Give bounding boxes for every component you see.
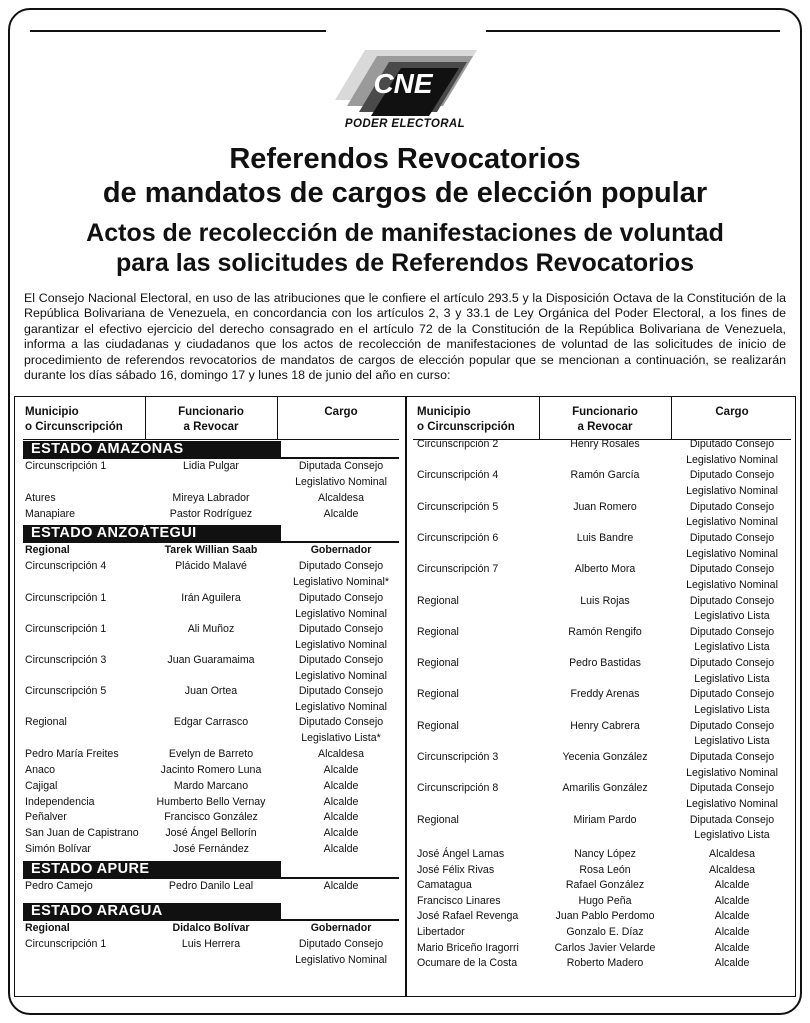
row-cargo-line2: Legislativo Lista [694, 829, 770, 842]
row-cargo: Diputado Consejo [689, 719, 775, 732]
row-funcionario: Alberto Mora [574, 563, 636, 576]
top-rule-right [486, 30, 780, 32]
row-cargo: Alcaldesa [709, 863, 755, 876]
main-title-line-2: de mandatos de cargos de elección popular [102, 177, 708, 209]
table-right-column [409, 397, 795, 996]
row-cargo-line2: Legislativo Lista [694, 672, 770, 685]
row-cargo: Diputado Consejo [689, 469, 775, 482]
row-cargo-line2: Legislativo Nominal [295, 953, 387, 966]
row-municipio: Manapiare [25, 508, 76, 520]
row-cargo: Diputado Consejo [689, 625, 775, 638]
row-cargo-line2: Legislativo Nominal [686, 453, 778, 466]
row-municipio: Pedro María Freites [25, 748, 119, 760]
row-municipio: Pedro Camejo [25, 880, 93, 892]
sub-title [0, 218, 810, 278]
row-municipio: Regional [417, 594, 459, 607]
row-cargo-line2: Legislativo Lista* [301, 731, 381, 744]
row-cargo: Gobernador [310, 544, 372, 556]
row-funcionario: Luis Rojas [580, 594, 630, 607]
row-municipio: Peñalver [25, 811, 67, 823]
row-municipio: Circunscripción 5 [417, 500, 499, 513]
row-cargo: Diputado Consejo [689, 688, 775, 701]
row-cargo: Diputado Consejo [298, 560, 384, 572]
sub-title-line-1: Actos de recolección de manifestaciones de voluntad [86, 219, 724, 247]
row-municipio: Circunscripción 4 [25, 560, 107, 572]
row-cargo: Diputada Consejo [689, 751, 775, 763]
row-funcionario: Pedro Bastidas [569, 657, 641, 670]
row-cargo: Alcalde [714, 941, 750, 954]
row-cargo-line2: Legislativo Lista [694, 735, 770, 748]
row-funcionario: Miriam Pardo [573, 813, 637, 826]
row-funcionario: Rosa León [579, 863, 631, 876]
row-cargo: Alcalde [323, 508, 359, 520]
row-cargo-line2: Legislativo Lista [694, 610, 770, 623]
row-cargo: Alcalde [714, 894, 750, 907]
row-cargo: Diputado Consejo [689, 500, 775, 513]
row-cargo: Alcaldesa [709, 848, 755, 860]
row-municipio: Circunscripción 1 [25, 592, 107, 604]
row-municipio: Circunscripción 1 [25, 938, 107, 950]
referendum-table [14, 396, 796, 997]
row-municipio: Circunscripción 1 [25, 460, 107, 472]
row-municipio: Regional [417, 719, 459, 732]
row-municipio: San Juan de Capistrano [25, 827, 139, 839]
row-cargo: Alcalde [714, 879, 750, 892]
row-cargo: Diputado Consejo [689, 563, 775, 576]
row-cargo: Diputado Consejo [298, 716, 384, 728]
row-cargo: Diputado Consejo [689, 438, 775, 450]
row-municipio: Independencia [25, 796, 95, 808]
row-municipio: Circunscripción 5 [25, 685, 107, 697]
row-municipio: Circunscripción 3 [25, 654, 107, 666]
row-funcionario: Pastor Rodríguez [169, 508, 253, 520]
sub-title-line-2: para las solicitudes de Referendos Revocatorios [116, 249, 694, 277]
row-cargo: Alcalde [323, 796, 359, 808]
row-funcionario: Pedro Danilo Leal [168, 880, 254, 892]
state-heading-amazonas: ESTADO AMAZONAS [23, 441, 281, 458]
row-funcionario: Jacinto Romero Luna [160, 764, 262, 776]
row-municipio: Circunscripción 4 [417, 469, 499, 482]
row-funcionario: Edgar Carrasco [173, 716, 249, 728]
top-rule-left [30, 30, 326, 32]
row-municipio: José Rafael Revenga [417, 910, 519, 923]
row-funcionario: Irán Aguilera [181, 592, 241, 604]
row-funcionario: Luis Bandre [576, 531, 634, 544]
row-cargo: Diputada Consejo [689, 813, 775, 826]
row-cargo-line2: Legislativo Nominal* [293, 575, 389, 588]
row-cargo-line2: Legislativo Nominal [686, 484, 778, 497]
row-funcionario: José Ángel Bellorín [165, 827, 257, 839]
row-cargo: Diputada Consejo [298, 460, 384, 472]
row-municipio: Regional [417, 813, 459, 826]
row-municipio: Simón Bolívar [25, 843, 91, 855]
row-municipio: Regional [25, 922, 70, 934]
row-funcionario: Mireya Labrador [172, 492, 250, 504]
row-cargo-line2: Legislativo Lista [694, 704, 770, 716]
row-cargo: Alcalde [714, 926, 750, 938]
row-cargo: Diputado Consejo [298, 592, 384, 604]
row-municipio: Circunscripción 1 [25, 623, 107, 635]
row-cargo: Diputado Consejo [689, 657, 775, 670]
row-cargo-line2: Legislativo Nominal [295, 638, 387, 651]
cne-logo-icon [325, 30, 485, 118]
row-cargo: Diputado Consejo [689, 594, 775, 607]
row-cargo: Diputado Consejo [298, 938, 384, 950]
row-cargo: Gobernador [310, 922, 372, 934]
main-title-line-1: Referendos Revocatorios [229, 143, 581, 175]
row-funcionario: Francisco González [164, 811, 258, 823]
row-cargo-line2: Legislativo Nominal [295, 669, 387, 682]
row-cargo-line2: Legislativo Nominal [295, 607, 387, 620]
row-funcionario: Tarek Willian Saab [164, 544, 258, 556]
header-cargo-right: Cargo [715, 406, 749, 418]
state-heading-aragua: ESTADO ARAGUA [23, 903, 281, 920]
cne-logo [325, 30, 485, 134]
row-cargo-line2: Legislativo Nominal [686, 547, 778, 560]
state-heading-anzoategui: ESTADO ANZOÁTEGUI [23, 525, 281, 542]
row-funcionario: Gonzalo E. Díaz [566, 926, 644, 938]
row-funcionario: Ramón Rengifo [568, 625, 642, 638]
header-funcionario: Funcionario a Revocar [178, 406, 244, 433]
row-funcionario: Nancy López [574, 848, 636, 860]
row-funcionario: Freddy Arenas [570, 688, 640, 701]
row-municipio: Atures [25, 492, 56, 504]
row-funcionario: Roberto Madero [566, 957, 644, 970]
row-funcionario: Evelyn de Barreto [168, 748, 254, 760]
header-municipio-right: Municipio o Circunscripción [417, 406, 515, 433]
row-municipio: Cajigal [25, 780, 58, 792]
logo-text: CNE [373, 68, 433, 99]
row-municipio: Regional [417, 657, 459, 670]
row-cargo: Diputada Consejo [689, 782, 775, 795]
row-funcionario: Carlos Javier Velarde [554, 941, 656, 954]
row-funcionario: Juan Romero [573, 500, 637, 513]
row-funcionario: Plácido Malavé [175, 560, 247, 572]
row-funcionario: Amarilis González [562, 782, 648, 795]
table-left-column [15, 397, 406, 996]
row-municipio: Circunscripción 8 [417, 782, 499, 795]
row-funcionario: José Fernández [173, 843, 249, 855]
row-cargo: Alcalde [714, 957, 750, 970]
row-funcionario: Hugo Peña [578, 894, 632, 907]
row-municipio: Camatagua [417, 879, 472, 892]
row-funcionario: Luis Herrera [181, 938, 241, 950]
row-municipio: Regional [417, 688, 459, 701]
row-municipio: Anaco [25, 764, 56, 776]
row-cargo-line2: Legislativo Nominal [686, 516, 778, 529]
header-municipio: Municipio o Circunscripción [25, 406, 123, 433]
row-cargo: Alcalde [323, 764, 359, 776]
row-cargo: Alcalde [323, 880, 359, 892]
row-cargo-line2: Legislativo Nominal [686, 797, 778, 810]
row-cargo: Alcalde [323, 811, 359, 823]
logo-subtitle: PODER ELECTORAL [344, 118, 466, 130]
row-municipio: Circunscripción 7 [417, 563, 499, 576]
row-municipio: Regional [25, 716, 67, 728]
intro-paragraph: El Consejo Nacional Electoral, en uso de las atribuciones que le confiere el artículo 293.5 y la Disposición Octava de la Constitución de la República Bolivariana de Venezuela, en concordancia con los artículos 2, 3 y 33.1 de Ley Orgánica del Poder Electoral, a los fines de garantizar el efectivo ejercicio del derecho consagrado en el artículo 72 de la Constitución de la República Bolivariana de Venezuela, informa a las ciudadanas y ciudadanos que los actos de recolección de manifestaciones de voluntad de las solicitudes de inicio de procedimiento de referendos revocatorios de mandatos de cargos de elección popular que se mencionan a continuación, se realizarán durante los días sábado 16, domingo 17 y lunes 18 de junio del año en curso: [24, 291, 786, 383]
row-funcionario: Rafael González [565, 879, 645, 892]
row-municipio: Regional [417, 625, 459, 638]
state-heading-apure: ESTADO APURE [23, 861, 281, 878]
row-cargo-line2: Legislativo Nominal [686, 578, 778, 591]
row-cargo-line2: Legislativo Nominal [686, 766, 778, 779]
header-cargo: Cargo [324, 406, 358, 418]
row-funcionario: Henry Rosales [570, 438, 640, 450]
header-funcionario-right: Funcionario a Revocar [572, 406, 638, 433]
row-funcionario: Humberto Bello Vernay [156, 796, 266, 808]
row-cargo-line2: Legislativo Nominal [295, 700, 387, 713]
row-municipio: Libertador [417, 926, 465, 938]
row-municipio: Mario Briceño Iragorri [417, 941, 519, 954]
row-funcionario: Didalco Bolívar [172, 922, 250, 934]
row-funcionario: Ramón García [570, 469, 640, 482]
row-cargo: Alcaldesa [318, 492, 364, 504]
row-funcionario: Yecenia González [562, 751, 648, 763]
row-cargo-line2: Legislativo Nominal [295, 475, 387, 488]
row-municipio: Ocumare de la Costa [417, 957, 518, 970]
row-cargo: Alcalde [323, 780, 359, 792]
row-funcionario: Ali Muñoz [187, 623, 235, 635]
row-municipio: Circunscripción 6 [417, 531, 499, 544]
row-funcionario: Henry Cabrera [570, 719, 640, 732]
row-municipio: José Ángel Lamas [417, 848, 505, 860]
row-cargo: Alcalde [714, 910, 750, 923]
row-funcionario: Juan Pablo Perdomo [555, 910, 655, 923]
row-funcionario: Juan Guaramaima [167, 654, 255, 666]
row-cargo: Alcalde [323, 843, 359, 855]
row-municipio: Francisco Linares [417, 894, 501, 907]
main-title [0, 142, 810, 210]
row-municipio: Regional [25, 544, 70, 556]
row-funcionario: Lidia Pulgar [183, 460, 239, 472]
row-cargo: Diputado Consejo [689, 531, 775, 544]
row-municipio: José Félix Rivas [417, 863, 495, 876]
row-cargo: Alcalde [323, 827, 359, 839]
row-cargo-line2: Legislativo Lista [694, 641, 770, 654]
row-funcionario: Juan Ortea [184, 685, 238, 697]
row-cargo: Diputado Consejo [298, 654, 384, 666]
row-funcionario: Mardo Marcano [173, 780, 249, 792]
row-cargo: Diputado Consejo [298, 685, 384, 697]
row-municipio: Circunscripción 2 [417, 438, 499, 450]
row-cargo: Alcaldesa [318, 748, 364, 760]
row-cargo: Diputado Consejo [298, 623, 384, 635]
row-municipio: Circunscripción 3 [417, 751, 499, 763]
